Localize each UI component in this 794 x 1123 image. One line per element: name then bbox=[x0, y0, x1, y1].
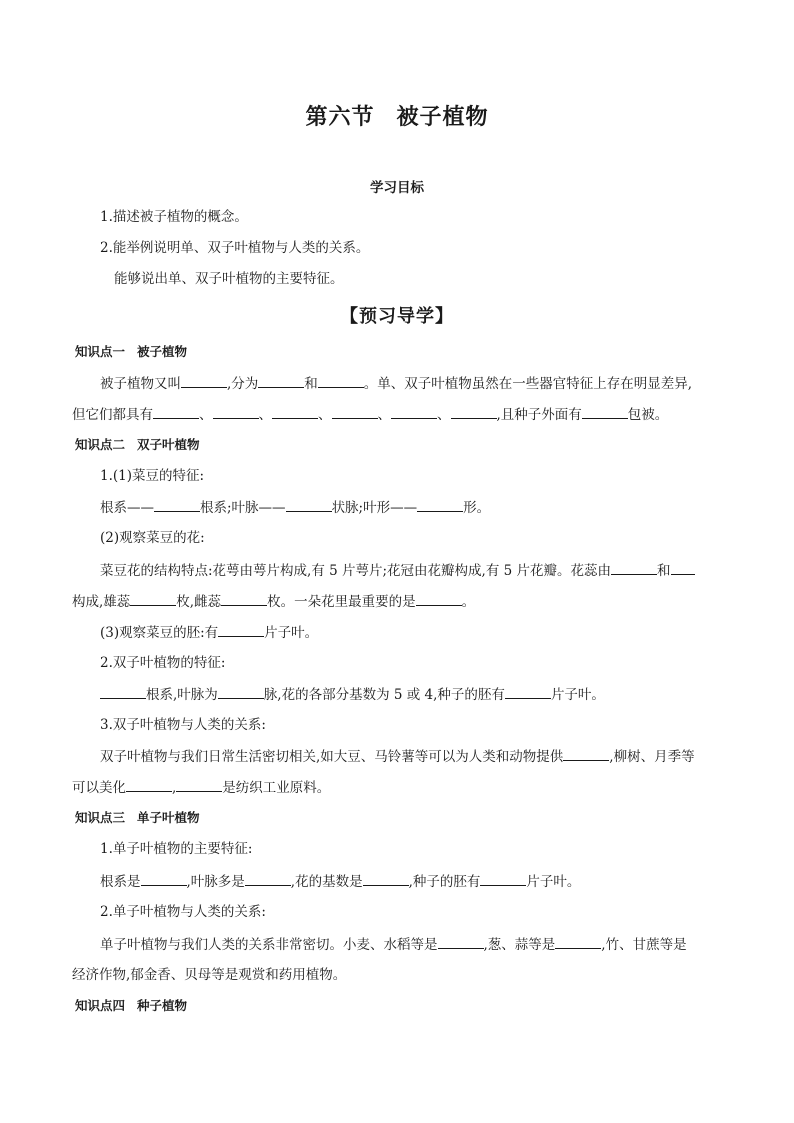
fill-blank[interactable] bbox=[318, 375, 364, 388]
fill-blank[interactable] bbox=[451, 406, 497, 419]
kp2-s3-line-2: 可以美化 , 是纺织工业原料。 bbox=[72, 780, 331, 796]
fill-blank[interactable] bbox=[153, 406, 199, 419]
fill-blank[interactable] bbox=[272, 406, 318, 419]
kp1-line-1: 被子植物又叫 ,分为 和 。单、双子叶植物虽然在一些器官特征上存在明显差异, bbox=[100, 376, 693, 392]
fill-blank[interactable] bbox=[438, 936, 484, 949]
knowledge-point-3-title bbox=[75, 810, 200, 826]
title-topic: 被子植物 bbox=[396, 105, 489, 130]
kp1-line-2: 但它们都具有 、 、 、 、 、 ,且种子外面有 包被。 bbox=[72, 407, 669, 423]
kp2-s2-heading: 2.双子叶植物的特征: bbox=[100, 655, 226, 671]
fill-blank[interactable] bbox=[218, 624, 264, 637]
kp2-s3-heading: 3.双子叶植物与人类的关系: bbox=[100, 717, 266, 733]
fill-blank[interactable] bbox=[258, 375, 304, 388]
fill-blank[interactable] bbox=[213, 406, 259, 419]
fill-blank[interactable] bbox=[391, 406, 437, 419]
knowledge-point-2-title bbox=[75, 437, 200, 453]
fill-blank[interactable] bbox=[181, 375, 227, 388]
fill-blank[interactable] bbox=[671, 562, 695, 575]
kp3-s1-heading: 1.单子叶植物的主要特征: bbox=[100, 841, 253, 857]
kp-name: 被子植物 bbox=[137, 344, 188, 359]
kp2-q2-line-2: 构成,雄蕊 枚,雌蕊 枚。一朵花里最重要的是 。 bbox=[72, 594, 476, 610]
fill-blank[interactable] bbox=[126, 779, 172, 792]
kp-number: 知识点二 bbox=[75, 437, 126, 452]
kp2-q2-heading: (2)观察菜豆的花: bbox=[100, 530, 205, 546]
kp-name: 双子叶植物 bbox=[137, 437, 200, 452]
knowledge-point-4-title bbox=[75, 998, 187, 1014]
kp3-s2-line-2: 经济作物,郁金香、贝母等是观赏和药用植物。 bbox=[72, 967, 347, 983]
kp-name: 单子叶植物 bbox=[137, 810, 200, 825]
fill-blank[interactable] bbox=[505, 686, 551, 699]
kp-name: 种子植物 bbox=[137, 998, 188, 1013]
kp2-q1-heading: 1.(1)菜豆的特征: bbox=[100, 468, 205, 484]
fill-blank[interactable] bbox=[416, 593, 462, 606]
title-section-number: 第六节 bbox=[305, 105, 375, 130]
fill-blank[interactable] bbox=[176, 779, 222, 792]
fill-blank[interactable] bbox=[332, 406, 378, 419]
kp3-s2-line-1: 单子叶植物与我们人类的关系非常密切。小麦、水稻等是 ,葱、蒜等是 ,竹、甘蔗等是 bbox=[100, 937, 687, 953]
kp3-s1-line: 根系是 ,叶脉多是 ,花的基数是 ,种子的胚有 片子叶。 bbox=[100, 874, 581, 890]
goal-item-2: 2.能举例说明单、双子叶植物与人类的关系。 bbox=[100, 240, 370, 256]
goal-item-1: 1.描述被子植物的概念。 bbox=[100, 209, 248, 225]
kp-number: 知识点一 bbox=[75, 344, 126, 359]
fill-blank[interactable] bbox=[130, 593, 176, 606]
fill-blank[interactable] bbox=[218, 686, 264, 699]
fill-blank[interactable] bbox=[582, 406, 628, 419]
fill-blank[interactable] bbox=[286, 499, 332, 512]
fill-blank[interactable] bbox=[480, 873, 526, 886]
kp2-s2-line: 根系,叶脉为 脉,花的各部分基数为 5 或 4,种子的胚有 片子叶。 bbox=[100, 686, 605, 703]
fill-blank[interactable] bbox=[563, 748, 609, 761]
kp3-s2-heading: 2.单子叶植物与人类的关系: bbox=[100, 904, 266, 920]
kp-number: 知识点三 bbox=[75, 810, 126, 825]
kp2-q2-line-1: 菜豆花的结构特点:花萼由萼片构成,有 5 片萼片;花冠由花瓣构成,有 5 片花瓣。花蕊由 和 bbox=[100, 562, 695, 579]
fill-blank[interactable] bbox=[363, 873, 409, 886]
fill-blank[interactable] bbox=[100, 686, 146, 699]
kp2-s3-line-1: 双子叶植物与我们日常生活密切相关,如大豆、马铃薯等可以为人类和动物提供 ,柳树、月季等 bbox=[100, 749, 695, 765]
learning-goals-heading: 学习目标 bbox=[370, 180, 424, 196]
knowledge-point-1-title bbox=[75, 344, 187, 360]
fill-blank[interactable] bbox=[245, 873, 291, 886]
page-title bbox=[0, 100, 794, 131]
kp2-q3-line: (3)观察菜豆的胚:有 片子叶。 bbox=[100, 625, 319, 641]
fill-blank[interactable] bbox=[221, 593, 267, 606]
fill-blank[interactable] bbox=[555, 936, 601, 949]
preview-section-heading: 【预习导学】 bbox=[340, 306, 454, 327]
kp-number: 知识点四 bbox=[75, 998, 126, 1013]
fill-blank[interactable] bbox=[154, 499, 200, 512]
fill-blank[interactable] bbox=[417, 499, 463, 512]
goal-item-3: 能够说出单、双子叶植物的主要特征。 bbox=[114, 271, 344, 287]
fill-blank[interactable] bbox=[141, 873, 187, 886]
kp2-q1-line: 根系—— 根系;叶脉—— 状脉;叶形—— 形。 bbox=[100, 500, 491, 516]
fill-blank[interactable] bbox=[611, 562, 657, 575]
